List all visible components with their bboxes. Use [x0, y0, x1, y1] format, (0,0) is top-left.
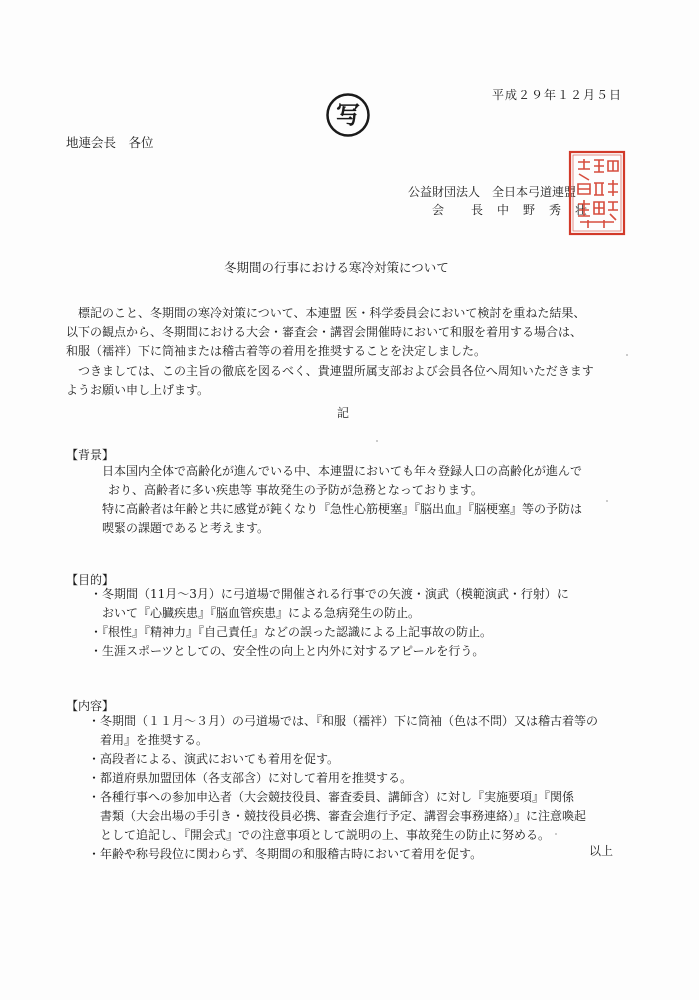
copy-stamp-icon — [325, 92, 371, 138]
content-item: ・冬期間（１１月～３月）の弓道場では、『和服（襦袢）下に筒袖（色は不問）又は稽古着等の — [88, 714, 599, 728]
body-line: 以下の観点から、冬期間における大会・審査会・講習会開催時において和服を着用する場合は、 — [66, 325, 583, 339]
body-line: ようお願い申し上げます。 — [66, 383, 210, 397]
background-line: 日本国内全体で高齢化が進んでいる中、本連盟においても年々登録人口の高齢化が進んで — [102, 464, 583, 478]
content-item-continued: として追記し、『開会式』での注意事項として説明の上、事故発生の防止に努める。 — [100, 828, 551, 842]
section-title-content: 【内容】 — [66, 699, 115, 713]
content-item: ・年齢や称号段位に関わらず、冬期間の和服稽古時において着用を促す。 — [88, 847, 483, 861]
section-purpose-list — [90, 585, 569, 661]
content-item: ・高段者による、演武においても着用を促す。 — [88, 752, 340, 766]
body-line: 和服（襦袢）下に筒袖または稽古着等の着用を推奨することを決定しました。 — [66, 344, 487, 358]
body-line: つきましては、この主旨の徹底を図るべく、貴連盟所属支部および会員各位へ周知いただきます — [66, 364, 594, 378]
purpose-item: ・生涯スポーツとしての、安全性の向上と内外に対するアピールを行う。 — [90, 644, 485, 658]
scan-speck — [606, 500, 608, 502]
scan-speck — [555, 833, 557, 835]
background-line: おり、高齢者に多い疾患等 事故発生の予防が急務となっております。 — [108, 483, 483, 497]
scan-speck — [626, 354, 628, 356]
sender-organization: 公益財団法人 全日本弓道連盟 — [408, 185, 577, 199]
section-title-purpose: 【目的】 — [66, 573, 115, 587]
document-subject: 冬期間の行事における寒冷対策について — [224, 260, 449, 275]
addressee: 地連会長 各位 — [66, 135, 154, 150]
body-paragraph-1 — [66, 304, 626, 361]
background-line: 喫緊の課題であると考えます。 — [102, 521, 270, 535]
body-paragraph-2 — [66, 362, 626, 400]
sender-name: 会 長 中 野 秀 壮 — [432, 203, 589, 217]
purpose-item: ・『根性』『精神力』『自己責任』などの誤った認識による上記事故の防止。 — [90, 625, 493, 639]
body-line: 標記のこと、冬期間の寒冷対策について、本連盟 医・科学委員会において検討を重ねた結果、 — [66, 306, 586, 320]
scan-speck — [376, 440, 378, 442]
copy-stamp-text: 写 — [336, 101, 360, 129]
content-item-continued: 着用』を推奨する。 — [100, 733, 209, 747]
section-title-background: 【背景】 — [66, 448, 115, 462]
content-item: ・各種行事への参加申込者（大会競技役員、審査委員、講師含）に対し『実施要項』『関係 — [88, 790, 575, 804]
content-item-continued: 書類（大会出場の手引き・競技役員必携、審査会進行予定、講習会事務連絡）』に注意喚起 — [100, 809, 587, 823]
section-content-list — [88, 712, 598, 864]
section-background-body — [102, 462, 582, 538]
issue-date: 平成２９年１２月５日 — [492, 88, 623, 102]
purpose-item: ・冬期間（11月～3月）に弓道場で開催される行事での矢渡・演武（模範演武・行射）に — [90, 587, 569, 601]
purpose-item-continued: おいて『心臓疾患』『脳血管疾患』による急病発生の防止。 — [102, 606, 421, 620]
ki-marker: 記 — [337, 406, 350, 420]
closing-mark: 以上 — [589, 844, 614, 858]
content-item: ・都道府県加盟団体（各支部含）に対して着用を推奨する。 — [88, 771, 413, 785]
background-line: 特に高齢者は年齢と共に感覚が鈍くなり『急性心筋梗塞』『脳出血』『脳梗塞』等の予防は — [102, 502, 583, 516]
official-seal-icon — [568, 150, 626, 236]
